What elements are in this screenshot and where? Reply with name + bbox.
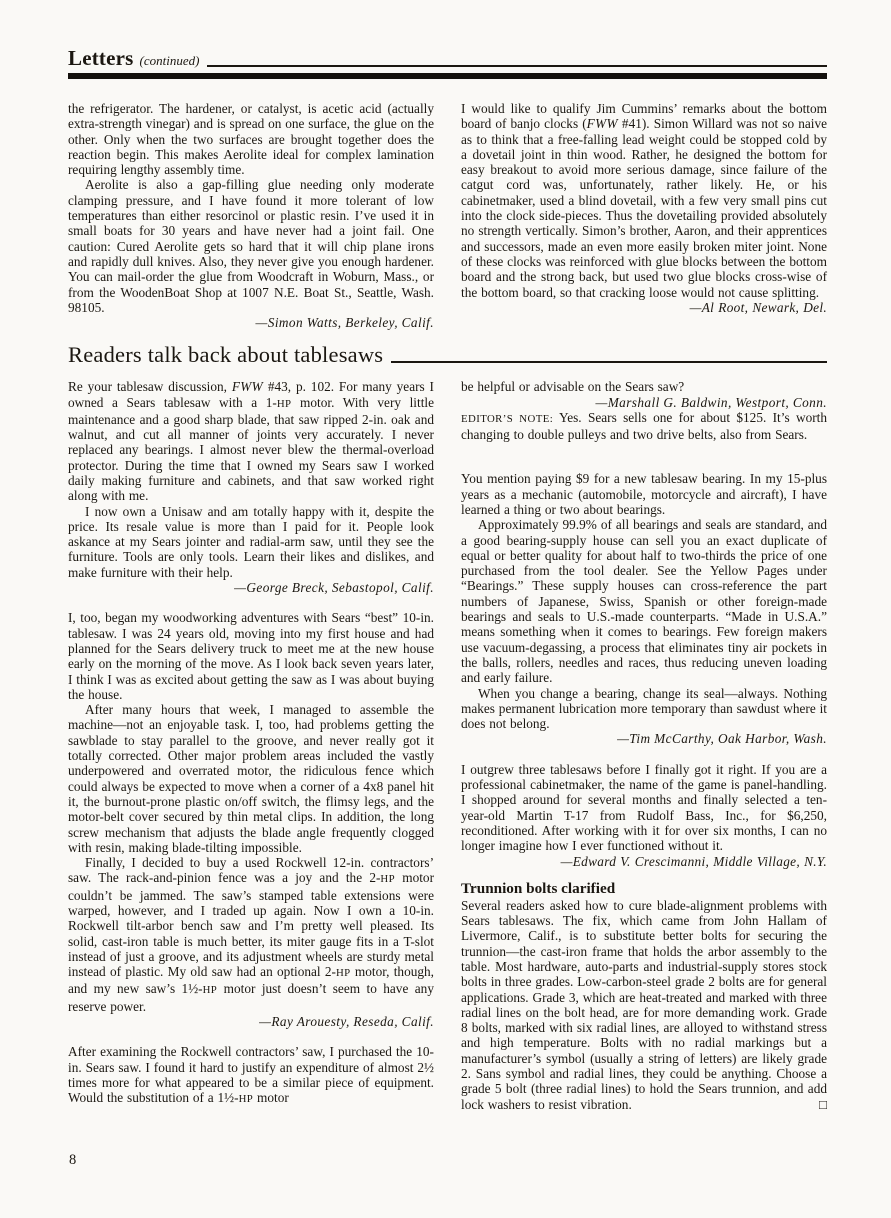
paragraph <box>68 379 434 503</box>
paragraph <box>68 855 434 1014</box>
paragraph <box>461 410 827 443</box>
smallcaps-text: EDITOR’S NOTE: <box>461 412 554 425</box>
text-run: Approximately 99.9% of all bearings and seals are standard, and a good bearing-supply house can sell you an exact duplicate of equal or better quality for about half to two-thirds the price of one purchased from the tool dealer. See the Yellow Pages under “Bearings.” These supply houses can cross-reference the part numbers of Japanese, Swiss, Spanish or other foreign-made bearings and seals to U.S.-made counterparts. “Made in U.S.A.” means something when it comes to bearings. Few foreign makers use vacuum-degassing, a process that eliminates tiny air pockets in the balls, rollers, needles and races, thus reducing uneven loading and early failure. <box>461 517 827 686</box>
page-header <box>68 48 827 69</box>
italic-text: FWW <box>231 379 263 395</box>
main-right-column <box>461 379 827 1112</box>
text-run: Yes. Sears sells one for about $125. It’s worth changing to double pulleys and two drive belts, also from Sears. <box>461 409 827 443</box>
paragraph <box>68 1044 434 1107</box>
paragraph <box>68 101 434 177</box>
smallcaps-text: HP <box>380 873 396 886</box>
text-run: motor just doesn’t seem to have any reserve power. <box>68 981 434 1014</box>
paragraph <box>68 610 434 702</box>
text-run: I now own a Unisaw and am totally happy with it, despite the price. Its resale value is more than I paid for it. People look askance at my Sears jointer and radial-arm saw, until they see the furniture. Tools are only tools. Learn their likes and dislikes, and make furniture with their help. <box>68 503 434 580</box>
section-heading: Readers talk back about tablesaws <box>68 342 384 368</box>
header-thin-rule <box>207 65 827 67</box>
smallcaps-text: HP <box>335 967 351 980</box>
text-run: After examining the Rockwell contractors’ saw, I purchased the 10-in. Sears saw. I found it hard to justify an expenditure of almost 2½ times more for what appeared to be a similar piece of equipment. Would the substitution of a 1½- <box>68 1044 434 1106</box>
text-run: #41). Simon Willard was not so naive as to think that a free-falling lead weight could be stopped cold by a dovetail joint in thin wood. Rather, he designed the bottom for easy breakout to avoid more serious damage, since failure of the catgut cord was, unfortunately, rather likely. He, or his cabinetmaker, used a blind dovetail, with a few very small pins cut into the clock side-pieces. Thus the dovetailing provided absolutely no strength vertically. Simon’s brother, Aaron, and their apprentices and successors, made an even more easily broken miter joint. None of these clocks was reinforced with glue blocks between the bottom board and the strong back, but used two glue blocks cross-wise of the bottom board, so that cracking loose would not cause splitting. <box>461 116 827 300</box>
smallcaps-text: HP <box>238 1093 254 1106</box>
top-right-column <box>461 101 827 330</box>
text-run: #43, p. 102. For many years I owned a Sears tablesaw with a 1- <box>68 379 434 410</box>
text-run: be helpful or advisable on the Sears saw? <box>461 379 685 395</box>
text-run: the refrigerator. The hardener, or catalyst, is acetic acid (actually extra-strength vinegar) and is spread on one surface, the glue on the other. Only when the two surfaces are brought together does the reaction begin. This makes Aerolite ideal for complex lamination requiring lengthy assembly time. <box>68 101 434 178</box>
text-run: I outgrew three tablesaws before I finally got it right. If you are a professional cabinetmaker, the name of the game is panel-handling. I shopped around for several months and finally selected a ten-year-old Martin T-17 from Rudolf Bass, Inc., for $6,250, reconditioned. After working with it for over six months, I can no longer imagine how I ever functioned without it. <box>461 761 827 854</box>
text-run: motor, though, and my new saw’s 1½- <box>68 964 434 997</box>
paragraph <box>461 762 827 869</box>
section-heading-row <box>68 343 827 368</box>
section-heading-rule <box>391 361 827 363</box>
text-run: When you change a bearing, change its seal—always. Nothing makes permanent lubrication more temporary than sawdust where it does not belong. <box>461 685 827 732</box>
text-run: Re your tablesaw discussion, <box>68 379 232 395</box>
paragraph <box>461 101 827 315</box>
paragraph <box>461 898 827 1112</box>
inline-signoff: —Al Root, Newark, Del. <box>689 299 827 315</box>
text-run: Aerolite is also a gap-filling glue needing only moderate clamping pressure, and I have found it more tolerant of low temperatures than either resorcinol or plastic resin. I’ve used it in small boats for 30 years and have never had a joint fail. One caution: Cured Aerolite gets so hard that it will chip plane irons and rapidly dull knives. Also, they never give you enough hardener. You can mail-order the glue from Woodcraft in Woburn, Mass., or from the WoodenBoat Shop at 1007 N.E. Boat St., Seattle, Wash. 98105. <box>68 177 434 315</box>
text-run: After many hours that week, I managed to assemble the machine—not an enjoyable task. I, too, had problems getting the sawblade to stay parallel to the groove, and never really got it totally corrected. Other major problem areas included the vastly underpowered and overrated motor, the ridiculous fence which could always be expected to move when a corner of a 4x8 panel hit it, the burnout-prone plastic on/off switch, the flimsy legs, and the motor-belt cover secured by thin metal clips. In addition, the long screw mechanism that adjusts the blade angle frequently clogged with resin, making blade-tilting impossible. <box>68 702 434 855</box>
text-run: Several readers asked how to cure blade-alignment problems with Sears tablesaws. The fix, which came from John Hallam of Livermore, Calif., is to substitute better bolts for securing the trunnion—the cast-iron frame that holds the arbor assembly to the table. Most hardware, auto-parts and industrial-supply stores stock bolts in three grades. Low-carbon-steel grade 2 bolts are for general applications. Grade 3, which are heat-treated and marked with three radial lines on the bolt head, are for more demanding work. Grade 8 bolts, marked with six radial lines, are alloyed to withstand stress and high temperature. Bolts with no radial markings but a manufacturer’s symbol (usually a string of letters) are likely grade 2. Sans symbol and radial lines, they could be anything. Choose a grade 5 bolt (three radial lines) to hold the Sears trunnion, and add lock washers to resist vibration. <box>461 897 827 1112</box>
paragraph <box>68 702 434 855</box>
inline-signoff: —Edward V. Crescimanni, Middle Village, N.Y. <box>560 853 827 869</box>
italic-text: FWW <box>586 116 618 132</box>
letter-signoff: —Simon Watts, Berkeley, Calif. <box>255 315 434 331</box>
paragraph <box>461 517 827 685</box>
paragraph <box>461 471 827 517</box>
smallcaps-text: HP <box>276 397 292 410</box>
text-run: motor. With very little maintenance and a good sharp blade, that saw ripped 2-in. oak and walnut, and cut all manner of joints very accurately. I never replaced any bearings. I almost never blew the thermal-overload protector. During the time that I owned my Sears saw I worked daily making furniture and cabinets, and that saw worked right along with me. <box>68 394 434 504</box>
top-left-column <box>68 101 434 330</box>
text-run: You mention paying $9 for a new tablesaw bearing. In my 15-plus years as a mechanic (automobile, motorcycle and aircraft), I have learned a thing or two about bearings. <box>461 471 827 517</box>
page-number: 8 <box>69 1152 77 1168</box>
text-run: motor couldn’t be jammed. The saw’s stamped table extensions were warped, however, and I traded up again. Now I own a 10-in. Rockwell tilt-arbor bench saw and I’m pretty well pleased. Its solid, cast-iron table is much better, its miter gauge fits in a T-slot instead of just a groove, and its adjustment wheels are sturdy metal instead of plastic. My old saw had an optional 2- <box>68 870 435 980</box>
header-thick-rule <box>68 73 827 79</box>
letter-signoff: —Marshall G. Baldwin, Westport, Conn. <box>595 394 827 410</box>
text-run: I would like to qualify Jim Cummins’ remarks about the bottom board of banjo clocks ( <box>461 101 827 132</box>
paragraph <box>461 686 827 732</box>
continued-label: (continued) <box>139 52 200 68</box>
letter-signoff: —George Breck, Sebastopol, Calif. <box>234 580 434 596</box>
paragraph <box>461 379 827 394</box>
paragraph <box>68 177 434 315</box>
main-left-column <box>68 379 434 1112</box>
sub-heading: Trunnion bolts clarified <box>461 879 616 897</box>
smallcaps-text: HP <box>202 984 218 997</box>
text-run: Finally, I decided to buy a used Rockwell 12-in. contractors’ saw. The rack-and-pinion fence was a joy and the 2- <box>68 855 434 886</box>
paragraph <box>68 504 434 580</box>
end-mark: □ <box>818 1096 827 1112</box>
letter-signoff: —Ray Arouesty, Reseda, Calif. <box>259 1014 434 1030</box>
text-run: motor <box>253 1090 289 1106</box>
tablesaw-section <box>68 379 827 1112</box>
letters-title: Letters <box>68 46 134 70</box>
letter-signoff: —Tim McCarthy, Oak Harbor, Wash. <box>617 731 827 747</box>
letters-top-section <box>68 101 827 330</box>
text-run: I, too, began my woodworking adventures with Sears “best” 10-in. tablesaw. I was 24 years old, moving into my first house and had planned for the Sears delivery truck to meet me at the new house early on the morning of the move. As I look back seven years later, I think I was as excited about getting the saw as I was about buying the house. <box>68 610 434 702</box>
